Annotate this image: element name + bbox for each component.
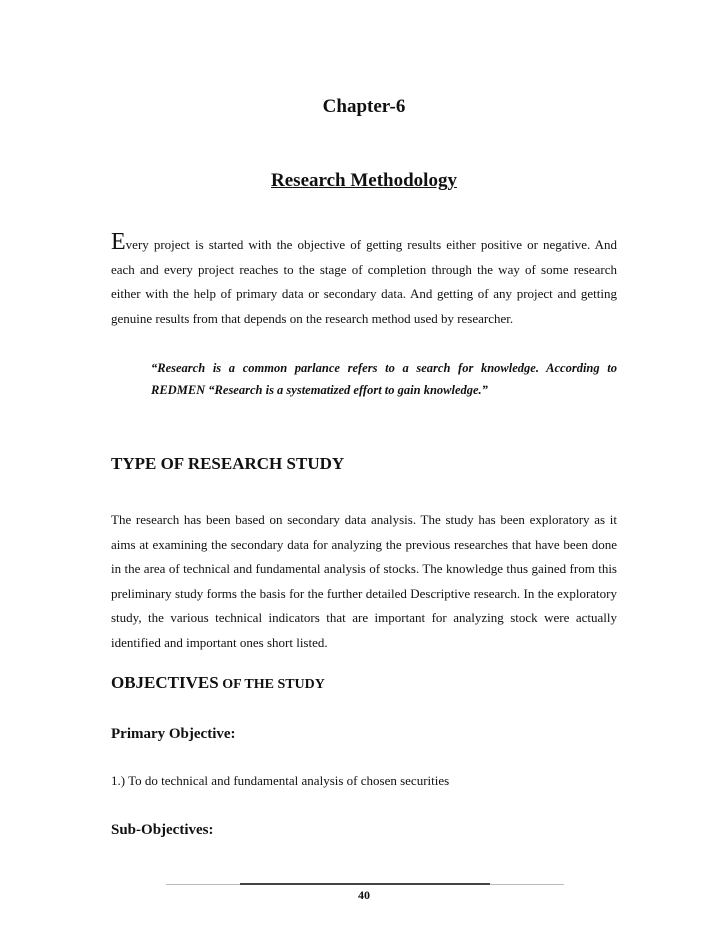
page-number: 40	[358, 888, 370, 902]
primary-objective-heading: Primary Objective:	[111, 726, 236, 742]
quote-block: “Research is a common parlance refers to a search for knowledge. According to REDMEN “Research is a systematized effort to gain knowledge.”	[151, 361, 617, 397]
drop-cap: E	[111, 229, 126, 255]
sub-objectives-heading: Sub-Objectives:	[111, 822, 214, 838]
primary-objective-item: 1.) To do technical and fundamental analysis of chosen securities	[111, 773, 450, 788]
objectives-heading-main: OBJECTIVES	[111, 673, 219, 692]
type-of-research-paragraph: The research has been based on secondary data analysis. The study has been exploratory as it aims at examining the secondary data for analyzing the previous researches that have been done in the area of technical and fundamental analysis of stocks. The knowledge thus gained from this preliminary study forms the basis for the further detailed Descriptive research. In the exploratory study, the various technical indicators that are important for analyzing stock were actually identified and important ones short listed.	[111, 512, 617, 650]
page-title: Research Methodology	[271, 170, 457, 191]
objectives-heading	[111, 673, 325, 693]
footer-rule-accent	[240, 883, 490, 885]
intro-text: very project is started with the objective of getting results either positive or negative. And each and every project reaches to the stage of completion through the way of some research either with the help of primary data or secondary data. And getting of any project and getting genuine results from that depends on the research method used by researcher.	[111, 237, 617, 326]
intro-paragraph	[111, 229, 617, 331]
type-of-research-heading: TYPE OF RESEARCH STUDY	[111, 454, 345, 473]
objectives-heading-rest: OF THE STUDY	[218, 677, 325, 692]
chapter-heading: Chapter-6	[322, 96, 406, 117]
